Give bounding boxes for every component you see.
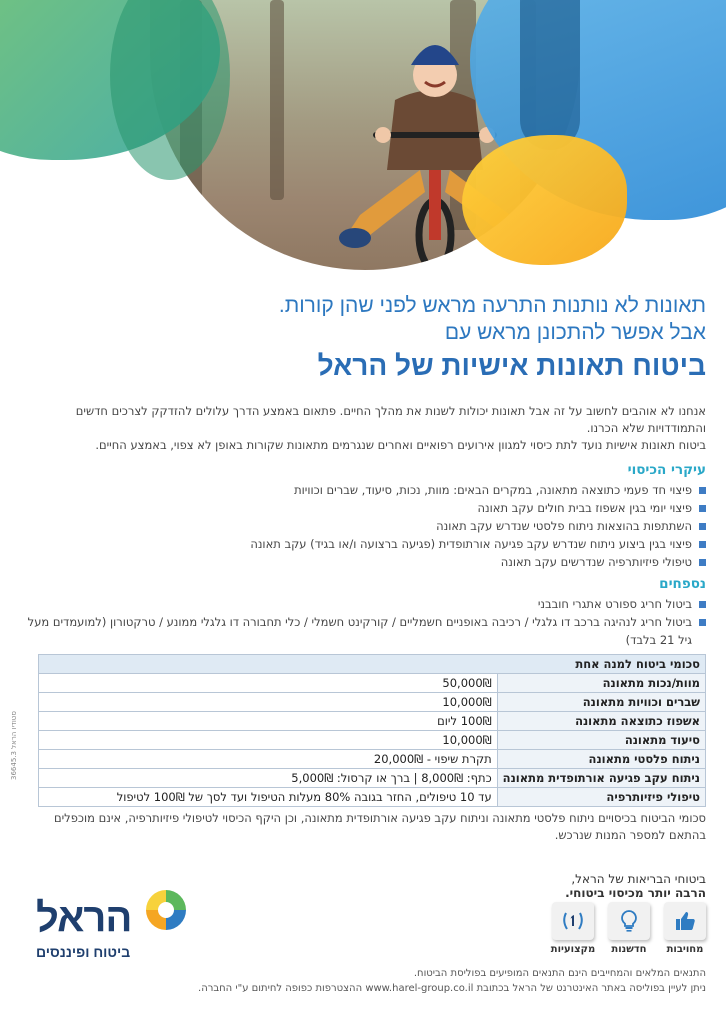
table-cell-value: תקרת שיפוי - 20,000₪	[39, 750, 498, 769]
coverage-section	[16, 462, 706, 571]
table-cell-value: כתף: 8,000₪ | ברך או קרסול: 5,000₪	[39, 769, 498, 788]
headline-line-1: תאונות לא נותנות התרעה מראש לפני שהן קורות.	[278, 294, 706, 317]
table-row	[39, 674, 706, 693]
badge-professionalism	[550, 902, 596, 962]
headline	[16, 292, 706, 384]
table-cell-value: עד 10 טיפולים, החזר בגובה 80% מעלות הטיפול ועד לסך של 100₪ לטיפול	[39, 788, 498, 807]
coverage-item: פיצוי חד פעמי כתוצאה מתאונה, במקרים הבאים: מוות, נכות, סיעוד, שברים וכוויות	[16, 481, 706, 499]
table-header-row	[39, 655, 706, 674]
insurance-amounts-table	[38, 654, 706, 807]
coverage-title: עיקרי הכיסוי	[627, 462, 706, 478]
summary-note	[16, 810, 706, 844]
table-cell-value: 10,000₪	[39, 731, 498, 750]
table-row	[39, 731, 706, 750]
table-cell-value: 10,000₪	[39, 693, 498, 712]
coverage-item: השתתפות בהוצאות ניתוח פלסטי שנדרש עקב תאונה	[16, 517, 706, 535]
badge-label: חדשנות	[611, 944, 647, 955]
table-cell-value: 50,000₪	[39, 674, 498, 693]
table-row	[39, 712, 706, 731]
badge-commitment	[662, 902, 708, 962]
table-cell-label: סיעוד מתאונה	[497, 731, 705, 750]
summary-text: סכומי הביטוח בכיסויים ניתוח פלסטי מתאונה וניתוח עקב פגיעה אורתופדית מתאונה, וכן היקף הכיסוי לטיפולי פיזיותרפיה, אינם מוכפלים בהתאם למספר המנות שנרכש.	[53, 811, 706, 842]
table-row	[39, 788, 706, 807]
coverage-item: פיצוי יומי בגין אשפוז בבית חולים עקב תאונה	[16, 499, 706, 517]
table-row	[39, 693, 706, 712]
decorative-yellow-shape	[462, 135, 627, 265]
badge-innovation	[606, 902, 652, 962]
badge-label: מחויבות	[666, 944, 704, 955]
table-cell-value: 100₪ ליום	[39, 712, 498, 731]
coverage-list	[16, 481, 706, 571]
headline-line-2: אבל אפשר להתכונן מראש עם	[444, 321, 706, 344]
table-header: סכומי ביטוח למנה אחת	[39, 655, 706, 674]
intro-paragraph-2: ביטוח תאונות אישיות נועד לתת כיסוי למגוון אירועים רפואיים ואחרים שנגרמים מתאונות שקורות באופן לא צפוי, באמצע החיים.	[95, 438, 706, 452]
tagline-line-2: הרבה יותר מכיסוי ביטוחי.	[565, 886, 706, 900]
tagline-line-1: ביטוחי הבריאות של הראל,	[571, 872, 706, 886]
extras-title: נספחים	[659, 576, 706, 592]
table-cell-label: טיפולי פיזיותרפיה	[497, 788, 705, 807]
hero-image	[0, 0, 726, 280]
intro-paragraph-1: אנחנו לא אוהבים לחשוב על זה אבל תאונות יכולות לשנות את מהלך החיים. פתאום באמצע הדרך עלולים להזדקק לצרכים חדשים והתמודדויות שלא הכרנו.	[75, 404, 706, 435]
extras-section	[16, 576, 706, 649]
coverage-item: טיפולי פיזיותרפיה שנדרשים עקב תאונה	[16, 553, 706, 571]
logo-wordmark: הראל	[36, 896, 132, 940]
table-row	[39, 769, 706, 788]
lightbulb-icon	[617, 909, 641, 933]
table-row	[39, 750, 706, 769]
table-cell-label: אשפוז כתוצאה מתאונה	[497, 712, 705, 731]
decorative-navy-shape	[520, 0, 580, 150]
print-code: 36645.3 סטודיו הראל	[10, 711, 18, 780]
thumbs-up-icon	[673, 909, 697, 933]
extras-item: ביטול חריג ספורט אתגרי חובבני	[16, 595, 706, 613]
headline-main-title: ביטוח תאונות אישיות של הראל	[317, 350, 706, 381]
harel-swirl-icon	[142, 886, 190, 934]
laurel-number-one-icon	[560, 909, 586, 933]
coverage-item: פיצוי בגין ביצוע ניתוח שנדרש עקב פגיעה אורתופדית (פגיעה ברצועה ו/או בגיד) עקב תאונה	[16, 535, 706, 553]
table-cell-label: ניתוח עקב פגיעה אורתופדית מתאונה	[497, 769, 705, 788]
brand-tagline	[406, 872, 706, 900]
disclaimer-line-1: התנאים המלאים והמחייבים הינם התנאים המופיעים בפוליסת הביטוח.	[413, 968, 706, 979]
tree-trunk	[270, 0, 284, 200]
table-cell-label: שברים וכוויות מתאונה	[497, 693, 705, 712]
extras-list	[16, 595, 706, 649]
logo-subtitle: ביטוח ופיננסים	[36, 944, 131, 960]
table-cell-label: ניתוח פלסטי מתאונה	[497, 750, 705, 769]
value-badges	[508, 902, 708, 962]
intro-text	[16, 403, 706, 454]
extras-item: ביטול חריג לנהיגה ברכב דו גלגלי / רכיבה באופניים חשמליים / קורקינט חשמלי / כלי תחבורה דו גלגלי ממונע / טרקטורון (למועמדים מעל גיל 21 בלבד)	[16, 613, 706, 649]
badge-label: מקצועיות	[550, 944, 596, 955]
legal-disclaimer	[16, 966, 706, 996]
disclaimer-line-2: ניתן לעיין בפוליסה באתר האינטרנט של הראל בכתובת www.harel-group.co.il ההצטרפות כפופה לחיתום ע"י החברה.	[198, 983, 706, 994]
harel-logo	[30, 886, 190, 962]
table-cell-label: מוות/נכות מתאונה	[497, 674, 705, 693]
